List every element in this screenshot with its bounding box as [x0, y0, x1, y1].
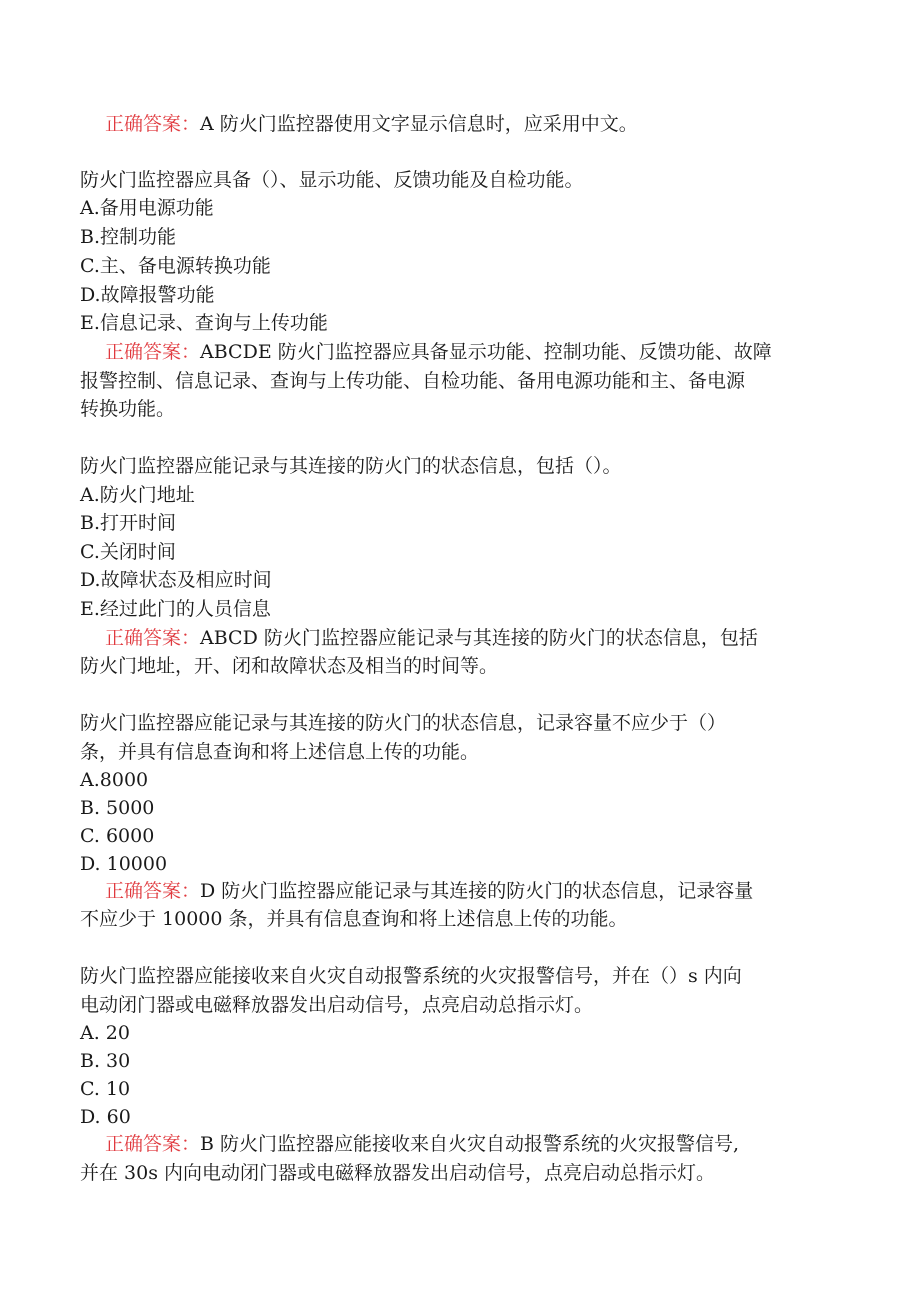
answer-text: D 防火门监控器应能记录与其连接的防火门的状态信息，记录容量 [200, 880, 754, 902]
question-stem: 防火门监控器应能接收来自火灾自动报警系统的火灾报警信号，并在（）s 内向 [80, 965, 742, 987]
answer-text: B 防火门监控器应能接收来自火灾自动报警系统的火灾报警信号, [200, 1133, 740, 1155]
option-b: B.打开时间 [80, 512, 177, 534]
answer-text: ABCD 防火门监控器应能记录与其连接的防火门的状态信息，包括 [200, 627, 758, 649]
option-a: A.防火门地址 [80, 484, 195, 506]
answer-line [80, 624, 758, 652]
option-a: A.8000 [80, 769, 149, 791]
answer-line [80, 1130, 739, 1158]
option-d: D.故障报警功能 [80, 284, 215, 306]
answer-line [80, 110, 638, 138]
answer-label: 正确答案： [105, 341, 201, 363]
answer-label: 正确答案： [105, 113, 201, 135]
option-d: D. 10000 [80, 853, 168, 875]
option-c: C. 10 [80, 1078, 131, 1100]
option-e: E.信息记录、查询与上传功能 [80, 312, 328, 334]
answer-text-cont: 不应少于 10000 条，并具有信息查询和将上述信息上传的功能。 [80, 908, 628, 930]
option-a: A.备用电源功能 [80, 197, 214, 219]
option-b: B. 5000 [80, 797, 155, 819]
answer-text-cont: 报警控制、信息记录、查询与上传功能、自检功能、备用电源功能和主、备电源 [80, 370, 746, 392]
answer-text-cont: 转换功能。 [80, 398, 176, 420]
option-b: B. 30 [80, 1050, 131, 1072]
option-e: E.经过此门的人员信息 [80, 598, 271, 620]
answer-label: 正确答案： [105, 1133, 201, 1155]
answer-text: ABCDE 防火门监控器应具备显示功能、控制功能、反馈功能、故障 [200, 341, 772, 363]
option-c: C. 6000 [80, 825, 155, 847]
answer-line [80, 877, 753, 905]
answer-text-cont: 防火门地址，开、闭和故障状态及相当的时间等。 [80, 655, 499, 677]
question-stem: 防火门监控器应能记录与其连接的防火门的状态信息，记录容量不应少于（） [80, 712, 727, 734]
option-c: C.关闭时间 [80, 541, 176, 563]
question-stem: 防火门监控器应具备（）、显示功能、反馈功能及自检功能。 [80, 169, 584, 191]
option-b: B.控制功能 [80, 226, 177, 248]
answer-text-cont: 并在 30s 内向电动闭门器或电磁释放器发出启动信号，点亮启动总指示灯。 [80, 1162, 716, 1184]
answer-line [80, 338, 772, 366]
answer-label: 正确答案： [105, 880, 201, 902]
option-a: A. 20 [80, 1022, 130, 1044]
question-stem-cont: 电动闭门器或电磁释放器发出启动信号，点亮启动总指示灯。 [80, 994, 594, 1016]
answer-label: 正确答案： [105, 627, 201, 649]
option-c: C.主、备电源转换功能 [80, 255, 271, 277]
option-d: D. 60 [80, 1106, 131, 1128]
option-d: D.故障状态及相应时间 [80, 569, 272, 591]
question-stem-cont: 条，并具有信息查询和将上述信息上传的功能。 [80, 741, 480, 763]
answer-text: A 防火门监控器使用文字显示信息时，应采用中文。 [200, 113, 638, 135]
question-stem: 防火门监控器应能记录与其连接的防火门的状态信息，包括（）。 [80, 455, 622, 477]
